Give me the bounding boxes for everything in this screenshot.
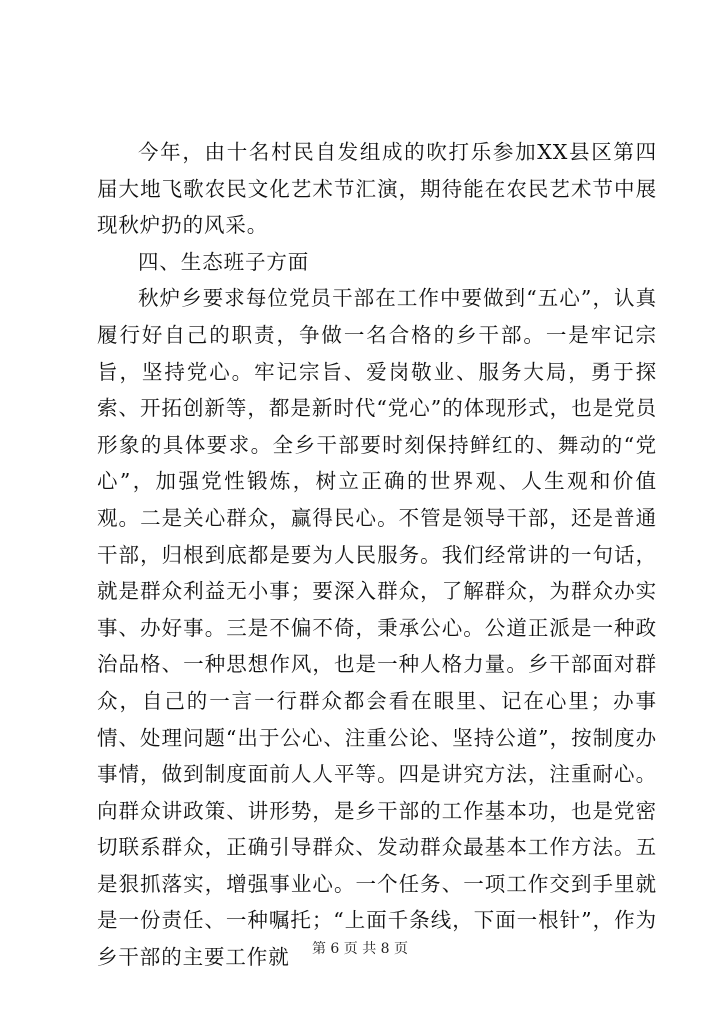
page-footer: 第 6 页 共 8 页	[311, 941, 409, 957]
body-paragraph: 今年，由十名村民自发组成的吹打乐参加XX县区第四届大地飞歌农民文化艺术节汇演，期待能在农民艺术节中展现秋炉扔的风采。	[97, 140, 657, 238]
body-paragraph: 秋炉乡要求每位党员干部在工作中要做到“五心”，认真履行好自己的职责，争做一名合格的乡干部。一是牢记宗旨，坚持党心。牢记宗旨、爱岗敬业、服务大局，勇于探索、开拓创新等，都是新时代“党心”的体现形式，也是党员形象的具体要求。全乡干部要时刻保持鲜红的、舞动的“党心”，加强党性锻炼，树立正确的世界观、人生观和价值观。二是关心群众，赢得民心。不管是领导干部，还是普通干部，归根到底都是要为人民服务。我们经常讲的一句话，就是群众利益无小事；要深入群众，了解群众，为群众办实事、办好事。三是不偏不倚，秉承公心。公道正派是一种政治品格、一种思想作风，也是一种人格力量。乡干部面对群众，自己的一言一行群众都会看在眼里、记在心里；办事情、处理问题“出于公心、注重公论、坚持公道”，按制度办事情，做到制度面前人人平等。四是讲究方法，注重耐心。向群众讲政策、讲形势，是乡干部的工作基本功，也是党密切联系群众，正确引导群众、发动群众最基本工作方法。五是狠抓落实，增强事业心。一个任务、一项工作交到手里就是一份责任、一种嘱托；“上面千条线，下面一根针”，作为乡干部的主要工作就	[97, 286, 657, 970]
section-heading: 四、生态班子方面	[138, 249, 310, 274]
document-body	[97, 134, 657, 976]
